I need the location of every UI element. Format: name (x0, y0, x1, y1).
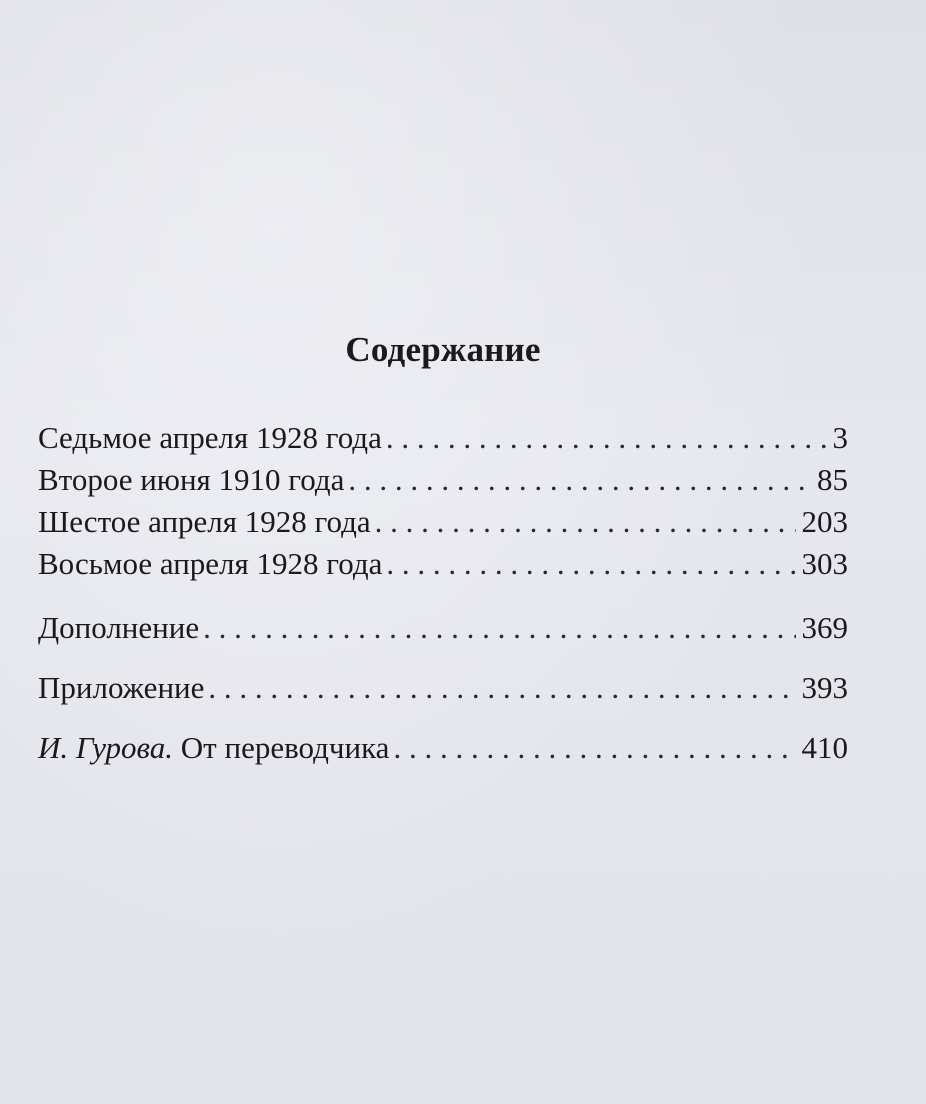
page-title: Содержание (345, 330, 541, 369)
toc-page-number: 85 (817, 462, 848, 497)
toc-page-number: 410 (801, 730, 848, 765)
toc-entry (38, 502, 848, 542)
dot-leader (386, 544, 795, 584)
toc-page-number: 3 (832, 420, 848, 455)
toc-page-number: 203 (801, 504, 848, 539)
toc-page-number: 369 (801, 610, 848, 645)
toc-entry-title: Шестое апреля 1928 года (38, 504, 371, 539)
toc-entry (38, 728, 848, 768)
toc-entry (38, 460, 848, 500)
dot-leader (208, 668, 795, 708)
toc-page-number: 393 (801, 670, 848, 705)
toc-entry (38, 608, 848, 648)
toc-entry-title: Дополнение (38, 610, 200, 645)
toc-entry-author: И. Гурова. (38, 730, 174, 765)
dot-leader (375, 502, 796, 542)
toc-entry (38, 668, 848, 708)
dot-leader (393, 728, 795, 768)
toc-entry-title-text: От переводчика (180, 730, 390, 765)
dot-leader (203, 608, 795, 648)
toc-entry-title: Приложение (38, 670, 205, 705)
toc-page-number: 303 (801, 546, 848, 581)
dot-leader (386, 418, 827, 458)
toc-entry (38, 544, 848, 584)
toc-entry-title: Седьмое апреля 1928 года (38, 420, 382, 455)
toc-entry-title (38, 728, 389, 768)
toc-entry (38, 418, 848, 458)
toc-entry-title: Второе июня 1910 года (38, 462, 345, 497)
toc-entry-title: Восьмое апреля 1928 года (38, 546, 383, 581)
dot-leader (348, 460, 811, 500)
